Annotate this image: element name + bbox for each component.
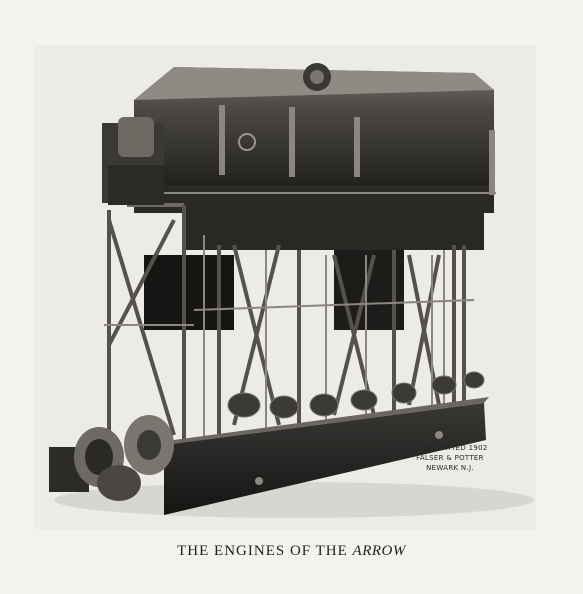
figure-caption [0,543,583,560]
copyright-line-3: NEWARK N.J. [426,464,474,472]
caption-title: ARROW [352,543,406,559]
caption-prefix: THE ENGINES OF THE [177,543,353,559]
copyright-line-2: FALSER & POTTER [416,454,484,462]
copyright-line-1: COPYRIGHTED 1902 [412,444,488,452]
copyright-stamp [400,443,500,473]
